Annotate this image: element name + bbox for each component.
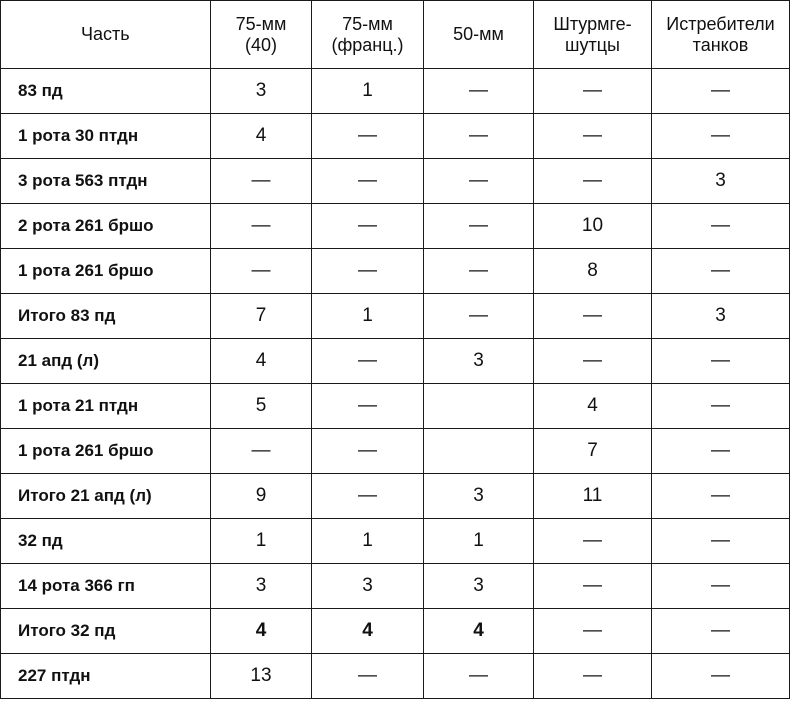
cell-75mm-40: 13 xyxy=(211,654,312,699)
header-line: шутцы xyxy=(565,34,620,55)
cell-tank-destroyers: — xyxy=(652,609,790,654)
cell-stug: 8 xyxy=(534,249,652,294)
cell-75mm-40: 4 xyxy=(211,609,312,654)
cell-tank-destroyers: — xyxy=(652,519,790,564)
cell-75mm-french: 3 xyxy=(312,564,424,609)
cell-tank-destroyers: — xyxy=(652,384,790,429)
table-row xyxy=(1,474,790,519)
table-row xyxy=(1,429,790,474)
table-row xyxy=(1,204,790,249)
header-line: 75-мм xyxy=(235,13,287,34)
cell-part: 1 рота 261 бршо xyxy=(1,249,211,294)
table-row xyxy=(1,69,790,114)
cell-75mm-french: 4 xyxy=(312,609,424,654)
cell-75mm-40: 9 xyxy=(211,474,312,519)
header-line: (франц.) xyxy=(331,34,404,55)
header-line: Часть xyxy=(81,24,130,44)
cell-part: 1 рота 30 птдн xyxy=(1,114,211,159)
cell-50mm: 4 xyxy=(424,609,534,654)
cell-75mm-french: — xyxy=(312,339,424,384)
cell-50mm: — xyxy=(424,654,534,699)
table-row xyxy=(1,159,790,204)
col-header-75mm-french xyxy=(312,1,424,69)
col-header-50mm xyxy=(424,1,534,69)
cell-75mm-french: 1 xyxy=(312,69,424,114)
cell-50mm: — xyxy=(424,294,534,339)
cell-75mm-french: — xyxy=(312,249,424,294)
cell-75mm-40: 7 xyxy=(211,294,312,339)
header-line: 50-мм xyxy=(453,24,504,44)
cell-75mm-french: 1 xyxy=(312,294,424,339)
cell-part: 227 птдн xyxy=(1,654,211,699)
cell-stug: — xyxy=(534,609,652,654)
col-header-part xyxy=(1,1,211,69)
cell-part: 21 апд (л) xyxy=(1,339,211,384)
cell-50mm xyxy=(424,429,534,474)
cell-part: 3 рота 563 птдн xyxy=(1,159,211,204)
col-header-stug xyxy=(534,1,652,69)
cell-75mm-40: — xyxy=(211,159,312,204)
header-line: (40) xyxy=(244,34,277,55)
cell-75mm-40: — xyxy=(211,204,312,249)
cell-tank-destroyers: — xyxy=(652,204,790,249)
cell-75mm-40: — xyxy=(211,249,312,294)
cell-part: 2 рота 261 бршо xyxy=(1,204,211,249)
cell-50mm: 3 xyxy=(424,474,534,519)
cell-part: 1 рота 21 птдн xyxy=(1,384,211,429)
cell-stug: 10 xyxy=(534,204,652,249)
cell-tank-destroyers: — xyxy=(652,249,790,294)
cell-75mm-40: — xyxy=(211,429,312,474)
header-line: танков xyxy=(692,34,749,55)
cell-75mm-40: 3 xyxy=(211,564,312,609)
cell-50mm: 1 xyxy=(424,519,534,564)
table-row xyxy=(1,384,790,429)
cell-75mm-40: 1 xyxy=(211,519,312,564)
cell-75mm-french: — xyxy=(312,159,424,204)
cell-50mm: 3 xyxy=(424,564,534,609)
col-header-tank-destroyers xyxy=(652,1,790,69)
cell-part: Итого 21 апд (л) xyxy=(1,474,211,519)
table-row xyxy=(1,339,790,384)
cell-75mm-40: 5 xyxy=(211,384,312,429)
cell-50mm: — xyxy=(424,69,534,114)
cell-stug: — xyxy=(534,69,652,114)
header-line: 75-мм xyxy=(342,13,393,34)
cell-part: 32 пд xyxy=(1,519,211,564)
cell-stug: — xyxy=(534,654,652,699)
cell-50mm: — xyxy=(424,114,534,159)
table-row xyxy=(1,114,790,159)
cell-stug: — xyxy=(534,114,652,159)
cell-stug: — xyxy=(534,339,652,384)
cell-tank-destroyers: — xyxy=(652,429,790,474)
cell-stug: — xyxy=(534,519,652,564)
cell-part: Итого 83 пд xyxy=(1,294,211,339)
cell-75mm-french: — xyxy=(312,114,424,159)
table-row xyxy=(1,294,790,339)
cell-part: 83 пд xyxy=(1,69,211,114)
cell-tank-destroyers: 3 xyxy=(652,294,790,339)
table-row xyxy=(1,249,790,294)
cell-50mm xyxy=(424,384,534,429)
cell-part: 14 рота 366 гп xyxy=(1,564,211,609)
cell-tank-destroyers: — xyxy=(652,474,790,519)
table-row xyxy=(1,609,790,654)
cell-50mm: — xyxy=(424,159,534,204)
cell-tank-destroyers: — xyxy=(652,69,790,114)
cell-75mm-french: — xyxy=(312,474,424,519)
table-row xyxy=(1,654,790,699)
cell-75mm-french: — xyxy=(312,384,424,429)
cell-50mm: — xyxy=(424,249,534,294)
table-row xyxy=(1,564,790,609)
cell-75mm-40: 3 xyxy=(211,69,312,114)
cell-stug: — xyxy=(534,564,652,609)
cell-stug: 7 xyxy=(534,429,652,474)
cell-75mm-french: — xyxy=(312,429,424,474)
cell-tank-destroyers: — xyxy=(652,564,790,609)
cell-stug: — xyxy=(534,294,652,339)
cell-stug: 4 xyxy=(534,384,652,429)
cell-part: 1 рота 261 бршо xyxy=(1,429,211,474)
cell-tank-destroyers: — xyxy=(652,654,790,699)
cell-part: Итого 32 пд xyxy=(1,609,211,654)
cell-stug: — xyxy=(534,159,652,204)
col-header-75mm-40 xyxy=(211,1,312,69)
cell-50mm: 3 xyxy=(424,339,534,384)
cell-tank-destroyers: 3 xyxy=(652,159,790,204)
table-header xyxy=(1,1,790,69)
cell-50mm: — xyxy=(424,204,534,249)
header-line: Истребители xyxy=(666,13,775,34)
table-body xyxy=(1,69,790,699)
header-line: Штурмге- xyxy=(553,13,632,34)
table-row xyxy=(1,519,790,564)
cell-75mm-french: 1 xyxy=(312,519,424,564)
cell-stug: 11 xyxy=(534,474,652,519)
cell-tank-destroyers: — xyxy=(652,114,790,159)
cell-75mm-40: 4 xyxy=(211,339,312,384)
cell-75mm-french: — xyxy=(312,654,424,699)
cell-75mm-40: 4 xyxy=(211,114,312,159)
cell-tank-destroyers: — xyxy=(652,339,790,384)
cell-75mm-french: — xyxy=(312,204,424,249)
header-row xyxy=(1,1,790,69)
